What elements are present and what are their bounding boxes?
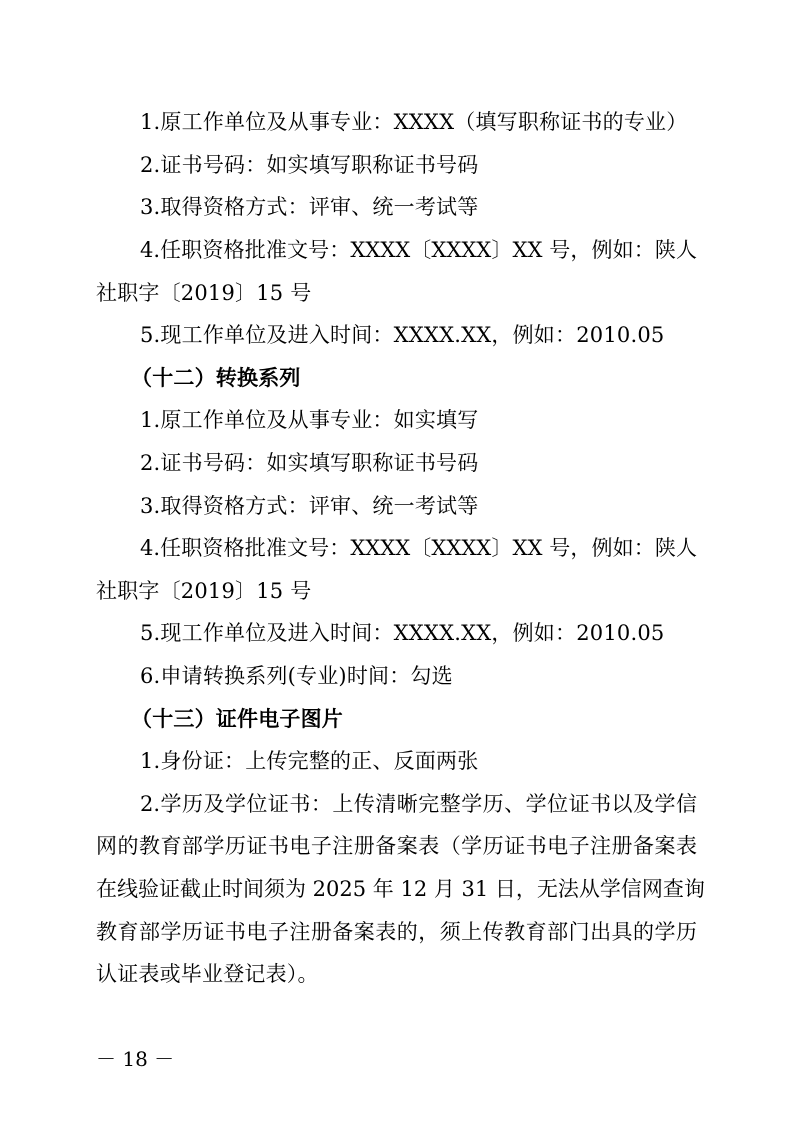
paragraph-line: 1.原工作单位及从事专业：如实填写	[140, 408, 479, 432]
paragraph-line: 认证表或毕业登记表）。	[96, 962, 319, 986]
paragraph-line: 3.取得资格方式：评审、统一考试等	[140, 494, 479, 518]
paragraph-line: 1.身份证：上传完整的正、反面两张	[140, 749, 479, 773]
paragraph-line: 在线验证截止时间须为 2025 年 12 月 31 日，无法从学信网查询	[96, 877, 705, 901]
paragraph-line: 2.学历及学位证书：上传清晰完整学历、学位证书以及学信	[140, 792, 697, 816]
paragraph-line: 5.现工作单位及进入时间：XXXX.XX，例如：2010.05	[140, 323, 665, 347]
section-heading: （十三）证件电子图片	[131, 706, 343, 731]
paragraph-line: 社职字〔2019〕15 号	[96, 281, 312, 305]
paragraph-line: 4.任职资格批准文号：XXXX〔XXXX〕XX 号，例如：陕人	[140, 238, 697, 262]
paragraph-line: 3.取得资格方式：评审、统一考试等	[140, 195, 479, 219]
paragraph-line: 4.任职资格批准文号：XXXX〔XXXX〕XX 号，例如：陕人	[140, 536, 697, 560]
paragraph-line: 社职字〔2019〕15 号	[96, 579, 312, 603]
paragraph-line: 2.证书号码：如实填写职称证书号码	[140, 451, 479, 475]
paragraph-line: 2.证书号码：如实填写职称证书号码	[140, 153, 479, 177]
page-number: － 18 －	[96, 1047, 175, 1071]
paragraph-line: 教育部学历证书电子注册备案表的，须上传教育部门出具的学历	[96, 920, 697, 944]
paragraph-line: 5.现工作单位及进入时间：XXXX.XX，例如：2010.05	[140, 621, 665, 645]
paragraph-line: 网的教育部学历证书电子注册备案表（学历证书电子注册备案表	[96, 834, 697, 858]
paragraph-line: 6.申请转换系列(专业)时间：勾选	[140, 664, 453, 688]
paragraph-line: 1.原工作单位及从事专业：XXXX（填写职称证书的专业）	[140, 110, 688, 134]
section-heading: （十二）转换系列	[131, 365, 301, 390]
